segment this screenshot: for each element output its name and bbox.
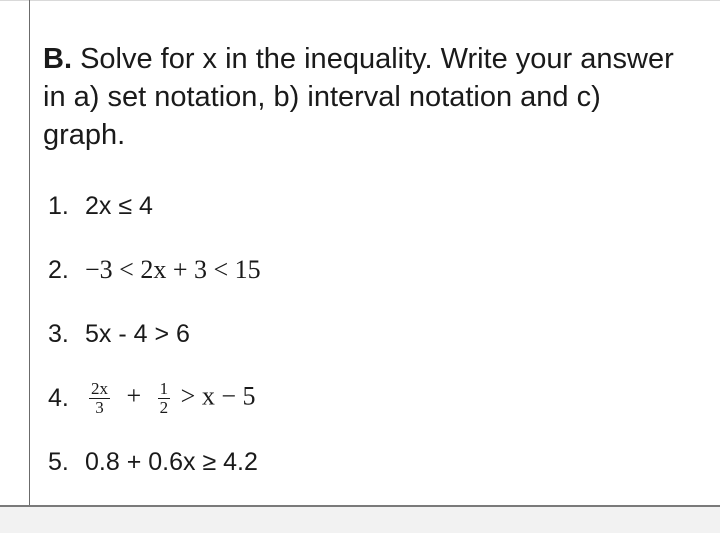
fraction-denominator: 3 bbox=[95, 397, 104, 417]
problem-expression: 5x - 4 > 6 bbox=[85, 319, 190, 348]
fraction-two-x-over-three bbox=[89, 380, 110, 417]
problem-expression: 0.8 + 0.6x ≥ 4.2 bbox=[85, 447, 258, 476]
problem-5 bbox=[43, 430, 683, 494]
plus-sign: + bbox=[126, 380, 142, 410]
expression-remainder: > x − 5 bbox=[180, 380, 256, 410]
problem-number: 3. bbox=[48, 319, 69, 348]
problem-4 bbox=[43, 366, 683, 430]
fraction-numerator: 1 bbox=[159, 378, 169, 398]
bottom-band bbox=[0, 507, 720, 533]
top-rule bbox=[0, 0, 720, 1]
fraction-one-half bbox=[158, 380, 171, 417]
problem-number: 2. bbox=[48, 255, 69, 284]
problem-1 bbox=[43, 174, 683, 238]
instructions-text: Solve for x in the inequality. Write your answer in a) set notation, b) interval notation and c) graph. bbox=[43, 43, 674, 151]
worksheet-section bbox=[43, 40, 683, 494]
instructions bbox=[43, 40, 683, 154]
problem-3 bbox=[43, 302, 683, 366]
problem-expression bbox=[85, 380, 256, 417]
fraction-denominator: 2 bbox=[159, 397, 169, 417]
section-label: B. bbox=[43, 43, 72, 75]
problem-expression: −3 < 2x + 3 < 15 bbox=[85, 255, 261, 284]
left-border bbox=[29, 0, 30, 505]
problem-list bbox=[43, 174, 683, 494]
problem-number: 1. bbox=[48, 191, 69, 220]
fraction-numerator: 2x bbox=[91, 378, 108, 398]
problem-number: 5. bbox=[48, 447, 69, 476]
problem-2 bbox=[43, 238, 683, 302]
problem-number: 4. bbox=[48, 383, 69, 412]
problem-expression: 2x ≤ 4 bbox=[85, 191, 153, 220]
